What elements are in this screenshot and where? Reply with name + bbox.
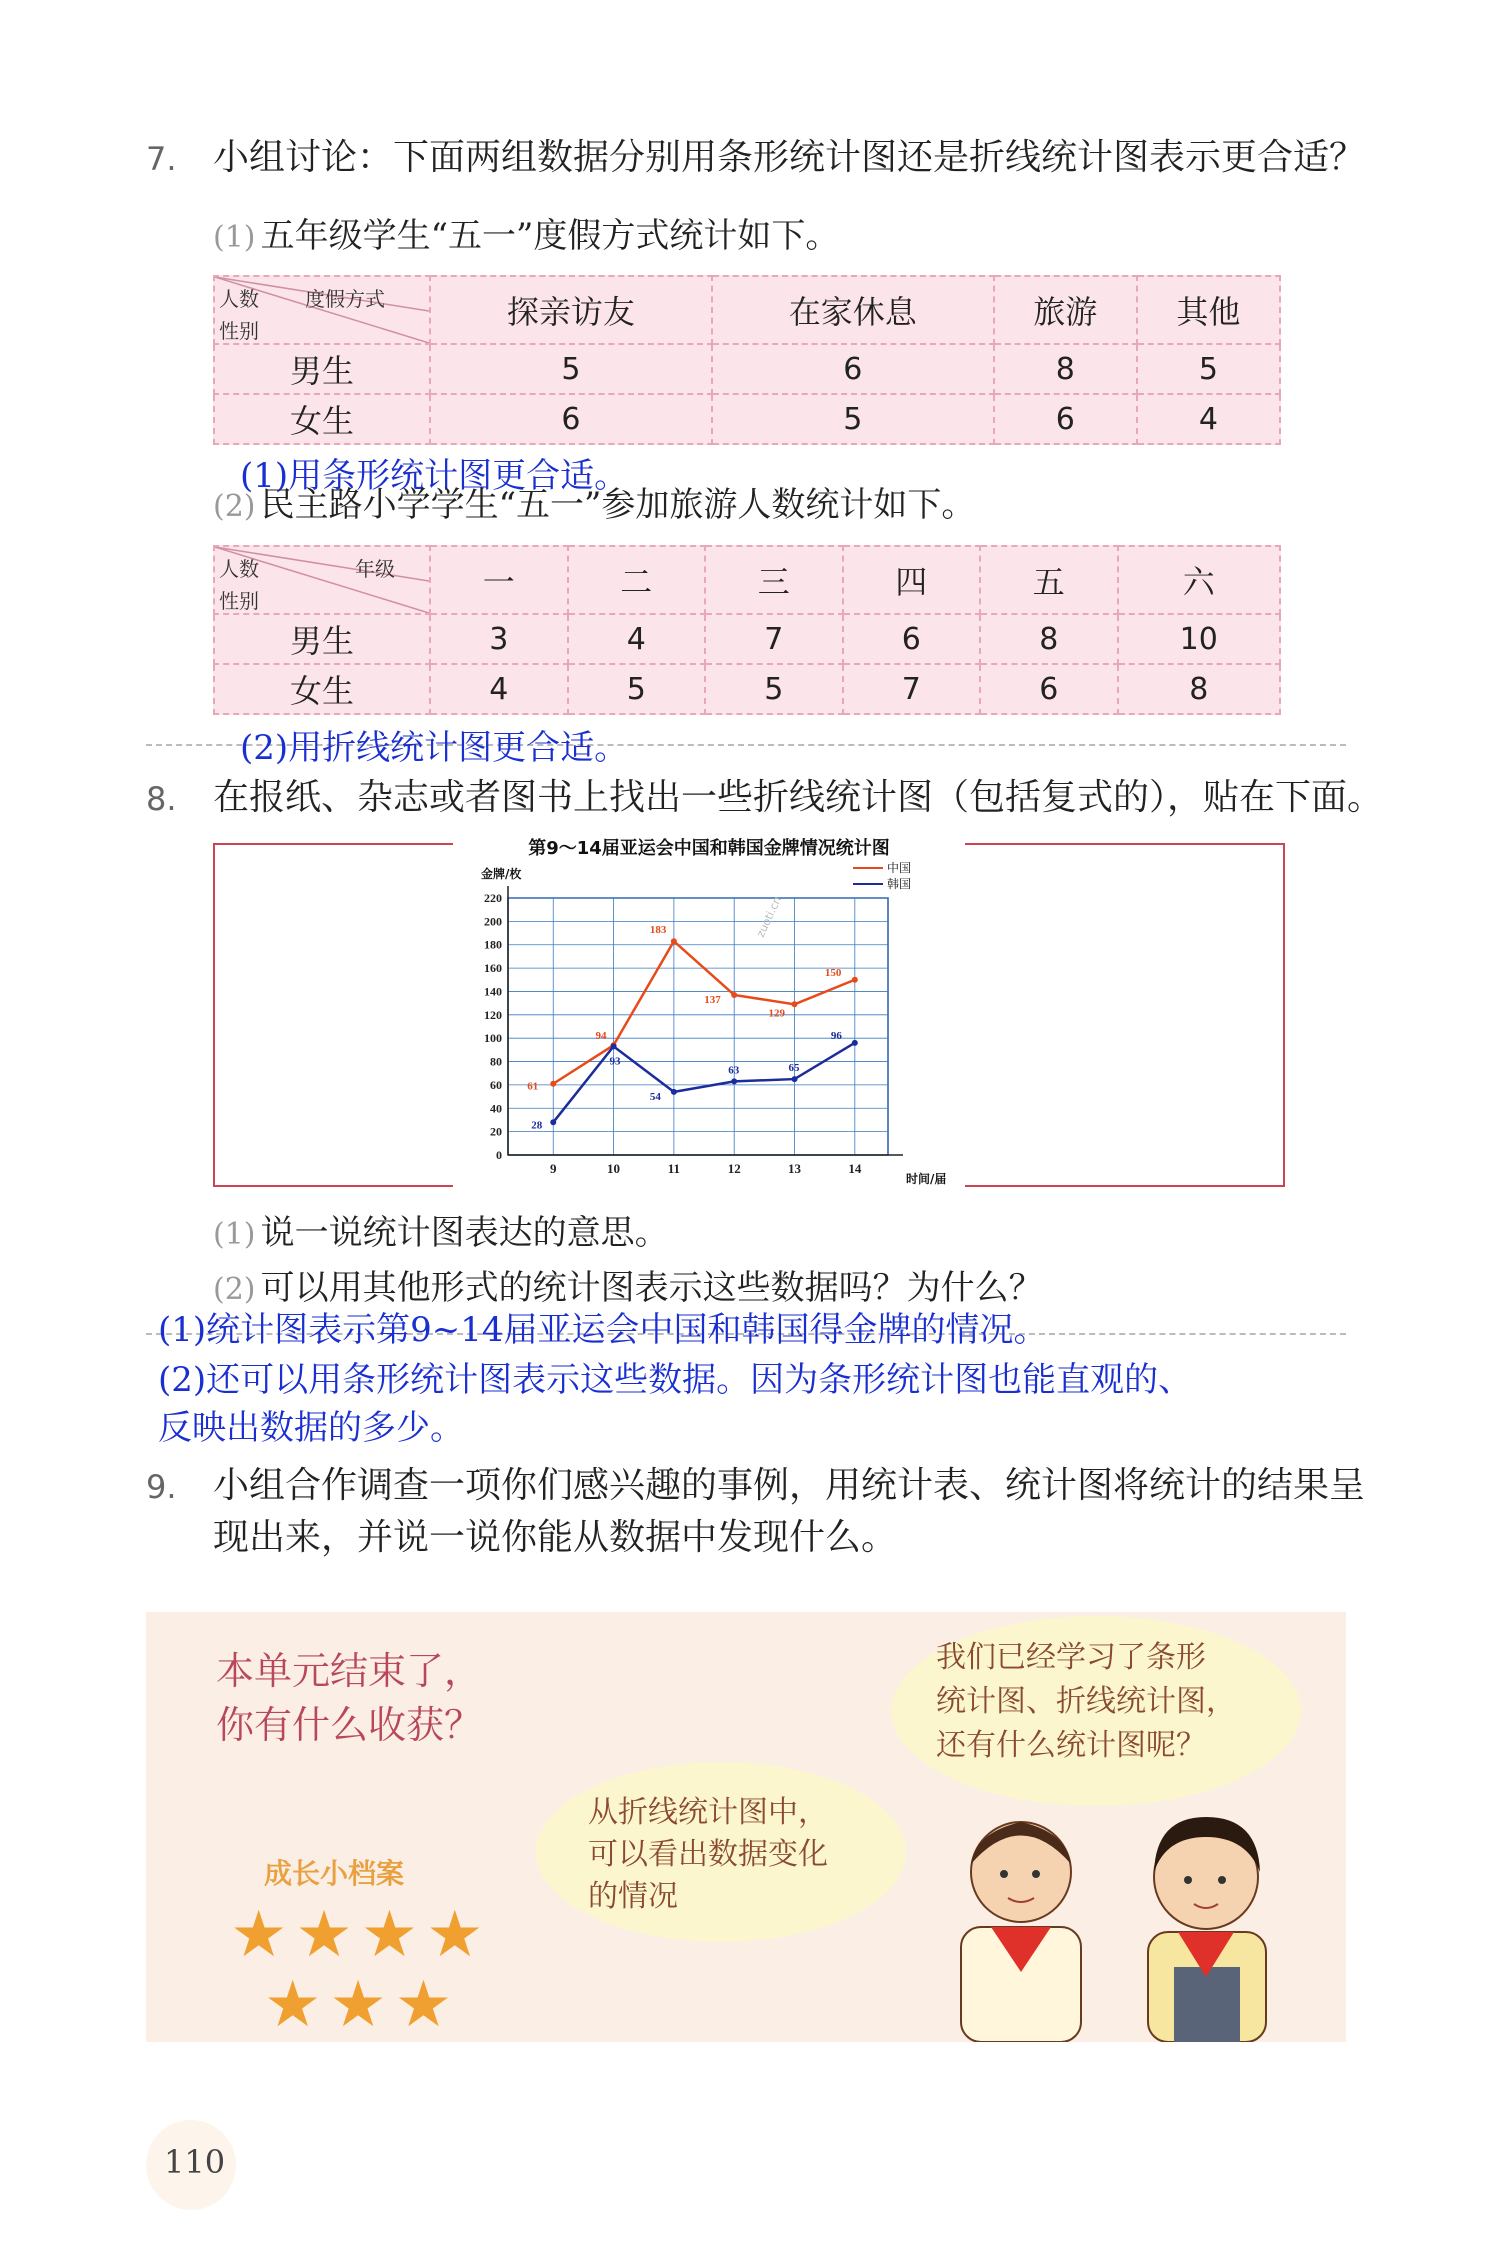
- table-header-cell: 四: [843, 546, 981, 614]
- answer-q8-part1: (1)统计图表示第9~14届亚运会中国和韩国得金牌的情况。: [158, 1310, 1048, 1350]
- corner-label-mid: 人数: [219, 287, 259, 311]
- data-point: [550, 1081, 556, 1087]
- table-cell: 4: [430, 664, 568, 714]
- speech-bubble-1-line2: 统计图、折线统计图，: [936, 1684, 1236, 1719]
- y-axis-label: 金牌/枚: [481, 867, 522, 881]
- q7-part1-text: 五年级学生“五一”度假方式统计如下。: [260, 216, 840, 256]
- data-point: [671, 938, 677, 944]
- x-tick-label: 10: [607, 1161, 621, 1176]
- table-cell: 10: [1118, 614, 1281, 664]
- data-label: 183: [649, 924, 667, 937]
- table-cell: 3: [430, 614, 568, 664]
- x-axis-label: 时间/届: [906, 1172, 947, 1186]
- data-label: 65: [788, 1062, 800, 1075]
- speech-bubble-1-line1: 我们已经学习了条形: [936, 1640, 1206, 1675]
- row-label: 男生: [214, 344, 430, 394]
- question-8-text: 在报纸、杂志或者图书上找出一些折线统计图（包括复式的），贴在下面。: [213, 777, 1384, 818]
- y-tick-label: 160: [484, 961, 502, 976]
- table-cell: 7: [843, 664, 981, 714]
- summary-prompt-line1: 本单元结束了，: [216, 1649, 483, 1693]
- question-8-number: 8.: [146, 780, 177, 818]
- table-row: [214, 394, 1280, 444]
- q7-part2: [213, 477, 975, 526]
- data-point: [731, 1078, 737, 1084]
- speech-bubble-2-line1: 从折线统计图中，: [588, 1795, 828, 1830]
- question-7-text: 小组讨论：下面两组数据分别用条形统计图还是折线统计图表示更合适？: [213, 137, 1366, 178]
- table-holiday-ways: [213, 275, 1281, 445]
- summary-prompt: [216, 1644, 482, 1752]
- q7-part2-text: 民主路小学学生“五一”参加旅游人数统计如下。: [260, 485, 976, 525]
- data-label: 137: [704, 993, 721, 1006]
- table-cell: 5: [568, 664, 706, 714]
- table-header-cell: 三: [705, 546, 843, 614]
- table-cell: 6: [712, 344, 994, 394]
- table-header-cell: 六: [1118, 546, 1281, 614]
- table-header-cell: 探亲访友: [430, 276, 712, 344]
- q7-part2-number: (2): [213, 489, 256, 524]
- speech-bubble-2: [536, 1762, 906, 1942]
- q8-part1: [213, 1205, 669, 1254]
- table-cell: 7: [705, 614, 843, 664]
- y-tick-label: 60: [490, 1077, 502, 1092]
- data-label: 63: [728, 1064, 740, 1077]
- table-row: [214, 664, 1280, 714]
- y-tick-label: 20: [490, 1124, 502, 1139]
- q8-part1-number: (1): [213, 1217, 256, 1252]
- x-tick-label: 14: [848, 1161, 862, 1176]
- table-travel-count: [213, 545, 1281, 715]
- y-tick-label: 220: [484, 891, 502, 905]
- unit-summary-banner: [146, 1612, 1346, 2042]
- table-header-cell: 旅游: [994, 276, 1137, 344]
- speech-bubble-1-line3: 还有什么统计图呢？: [936, 1728, 1206, 1763]
- table-header-cell: 一: [430, 546, 568, 614]
- data-point: [550, 1119, 556, 1125]
- watermark-text: zuoti.cn: [753, 894, 785, 940]
- table-cell: 5: [1137, 344, 1280, 394]
- chart-container: [453, 830, 965, 1192]
- legend-label: 韩国: [887, 877, 912, 891]
- table-cell: 6: [430, 394, 712, 444]
- q8-part1-text: 说一说统计图表达的意思。: [260, 1213, 669, 1253]
- corner-label-bottom: 性别: [219, 589, 259, 613]
- answer-q7-part1: (1)用条形统计图更合适。: [240, 456, 629, 496]
- table-cell: 6: [994, 394, 1137, 444]
- table-row: [214, 614, 1280, 664]
- question-9-number: 9.: [146, 1468, 177, 1506]
- table-cell: 6: [843, 614, 981, 664]
- table-cell: 5: [430, 344, 712, 394]
- data-point: [852, 1040, 858, 1046]
- row-label: 女生: [214, 664, 430, 714]
- corner-label-top: 年级: [355, 557, 395, 581]
- y-tick-label: 120: [484, 1007, 502, 1022]
- data-label: 96: [830, 1029, 842, 1042]
- girl-figure: [1148, 1817, 1266, 2042]
- data-point: [792, 1001, 798, 1007]
- speech-bubble-1-text: [936, 1636, 1236, 1768]
- chart-title: 第9～14届亚运会中国和韩国金牌情况统计图: [528, 838, 890, 859]
- x-tick-label: 9: [549, 1161, 557, 1176]
- data-point: [731, 992, 737, 998]
- question-9-line2: 现出来，并说一说你能从数据中发现什么。: [213, 1517, 898, 1558]
- x-tick-label: 11: [667, 1161, 681, 1176]
- table-header-cell: 二: [568, 546, 706, 614]
- boy-figure: [961, 1822, 1081, 2042]
- question-9-line1: 小组合作调查一项你们感兴趣的事例，用统计表、统计图将统计的结果呈: [213, 1465, 1366, 1506]
- table-cell: 6: [980, 664, 1118, 714]
- answer-q7-part2: (2)用折线统计图更合适。: [240, 728, 629, 768]
- plot-area: [508, 898, 888, 1155]
- speech-bubble-2-line3: 的情况: [588, 1879, 678, 1914]
- data-label: 150: [824, 966, 842, 979]
- summary-prompt-line2: 你有什么收获？: [216, 1703, 483, 1747]
- q8-part2-number: (2): [213, 1272, 256, 1307]
- stars-row-1: ★★★★: [230, 1898, 492, 1972]
- answer-q8-part2-line2: 反映出数据的多少。: [158, 1408, 464, 1448]
- table-row: [214, 344, 1280, 394]
- q7-part1: [213, 208, 839, 257]
- row-label: 男生: [214, 614, 430, 664]
- table-header-cell: 在家休息: [712, 276, 994, 344]
- y-tick-label: 100: [484, 1031, 502, 1046]
- data-label: 94: [595, 1030, 607, 1043]
- corner-label-mid: 人数: [219, 557, 259, 581]
- page-number: 110: [164, 2143, 226, 2181]
- table-header-cell: 五: [980, 546, 1118, 614]
- table-cell: 8: [980, 614, 1118, 664]
- answer-q8-part2-line1: (2)还可以用条形统计图表示这些数据。因为条形统计图也能直观的、: [158, 1360, 1193, 1400]
- data-label: 129: [768, 1007, 786, 1020]
- table-cell: 5: [705, 664, 843, 714]
- y-tick-label: 80: [490, 1054, 502, 1069]
- table-header-cell: 其他: [1137, 276, 1280, 344]
- data-point: [792, 1076, 798, 1082]
- speech-bubble-2-line2: 可以看出数据变化: [588, 1837, 828, 1872]
- speech-bubble-1: [891, 1616, 1301, 1806]
- table-cell: 4: [568, 614, 706, 664]
- speech-bubble-2-text: [588, 1792, 828, 1918]
- y-tick-label: 40: [490, 1101, 502, 1116]
- legend-label: 中国: [887, 861, 912, 875]
- table-cell: 8: [1118, 664, 1281, 714]
- stars-row-2: ★★★: [264, 1968, 461, 2042]
- data-label: 54: [649, 1090, 661, 1103]
- y-tick-label: 0: [496, 1148, 502, 1162]
- y-tick-label: 140: [484, 984, 502, 999]
- y-tick-label: 200: [484, 914, 502, 929]
- line-chart: [453, 830, 965, 1192]
- table-cell: 8: [994, 344, 1137, 394]
- row-label: 女生: [214, 394, 430, 444]
- table-corner-cell: [214, 276, 430, 344]
- data-label: 61: [527, 1080, 539, 1093]
- growth-archive-title: 成长小档案: [264, 1857, 405, 1890]
- q8-part2-text: 可以用其他形式的统计图表示这些数据吗？为什么？: [260, 1268, 1043, 1308]
- corner-label-top: 度假方式: [305, 287, 385, 311]
- children-illustration: [916, 1792, 1336, 2042]
- q7-part1-number: (1): [213, 220, 256, 255]
- x-tick-label: 12: [727, 1161, 741, 1176]
- data-label: 93: [609, 1055, 621, 1068]
- data-point: [611, 1043, 617, 1049]
- y-tick-label: 180: [484, 937, 502, 952]
- data-point: [852, 977, 858, 983]
- x-tick-label: 13: [788, 1161, 802, 1176]
- data-label: 28: [531, 1119, 543, 1132]
- table-cell: 4: [1137, 394, 1280, 444]
- table-cell: 5: [712, 394, 994, 444]
- corner-label-bottom: 性别: [219, 319, 259, 343]
- data-point: [671, 1089, 677, 1095]
- question-7-number: 7.: [146, 140, 177, 178]
- table-corner-cell: [214, 546, 430, 614]
